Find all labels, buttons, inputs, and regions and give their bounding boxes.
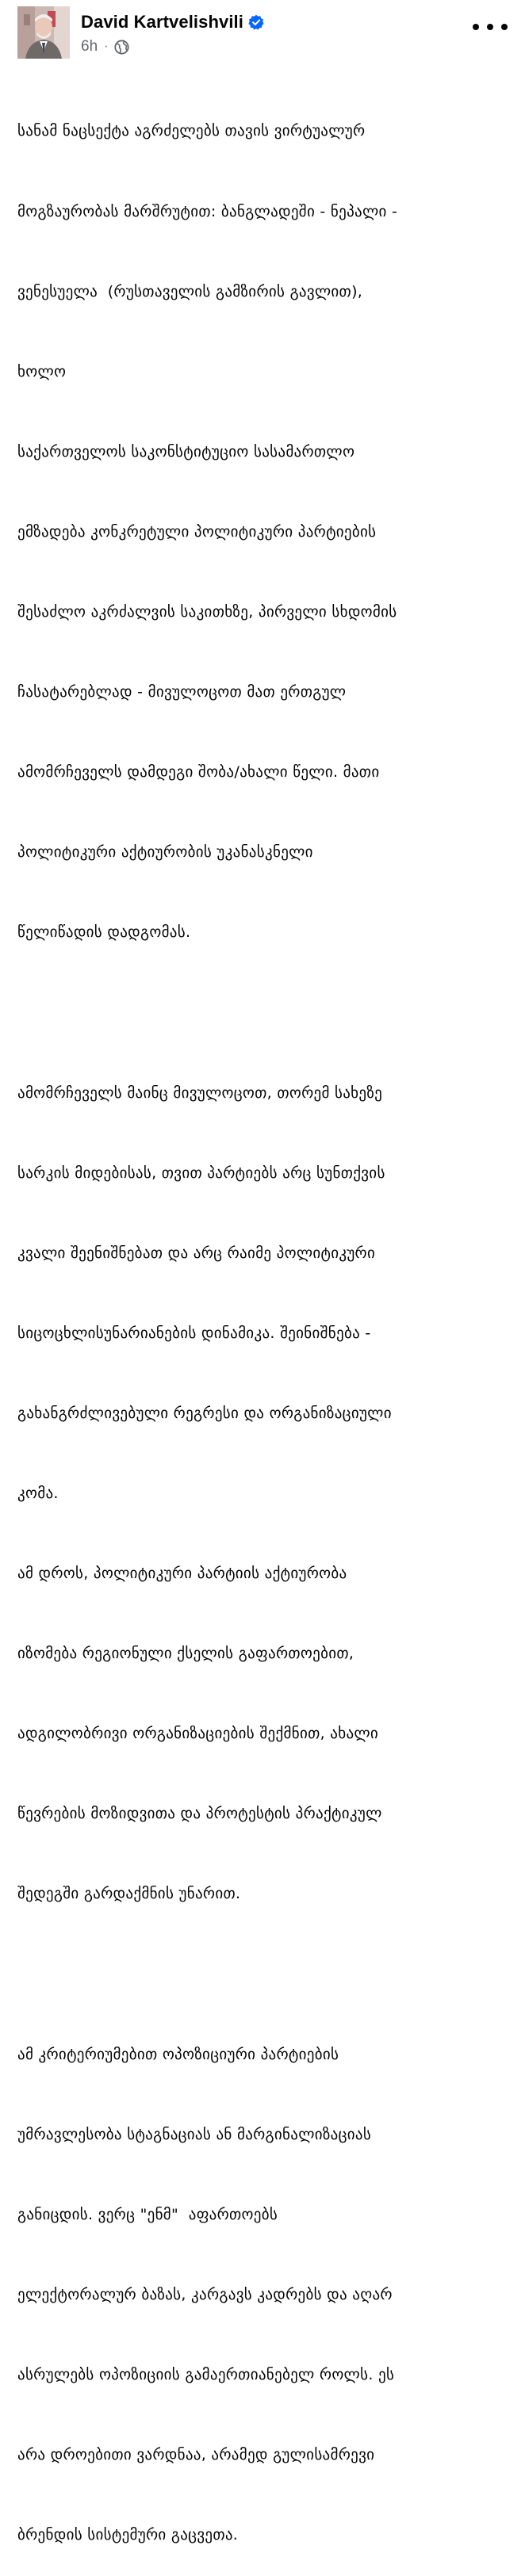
post-text-line: განიცდის. ვერც "ენმ" აფართოებს bbox=[17, 2205, 278, 2223]
post-text-line: უმრავლესობა სტაგნაციას ან მარგინალიზაციას bbox=[17, 2125, 372, 2143]
post-text-line bbox=[17, 999, 512, 1026]
post-text-line: ჩასატარებლად - მივულოცოთ მათ ერთგულ bbox=[17, 683, 347, 701]
post-text-line: შედეგში გარდაქმნის უნარით. bbox=[17, 1885, 241, 1903]
post-text-line: ხოლო bbox=[17, 362, 67, 380]
post-text-line: შესაძლო აკრძალვის საკითხზე, პირველი სხდომის bbox=[17, 602, 397, 621]
post-text-line: ემზადება კონკრეტული პოლიტიკური პარტიების bbox=[17, 522, 377, 541]
post-text-line: სარკის მიდებისას, თვით პარტიებს არც სუნთქვის bbox=[17, 1164, 385, 1182]
more-options-icon[interactable] bbox=[473, 17, 508, 36]
post-text bbox=[17, 65, 512, 2576]
post-text-line: ასრულებს ოპოზიციის გამაერთიანებელ როლს. ეს bbox=[17, 2366, 395, 2384]
post-text-line: ელექტორალურ ბაზას, კარგავს კადრებს და აღარ bbox=[17, 2285, 393, 2303]
post-text-line: ამ კრიტერიუმებით ოპოზიციური პარტიების bbox=[17, 2045, 339, 2063]
post-text-line: ამომრჩეველს დამდეგი შობა/ახალი წელი. მათი bbox=[17, 763, 380, 782]
post-text-line: კომა. bbox=[17, 1485, 59, 1502]
post-text-line: ბრენდის სისტემური გაცვეთა. bbox=[17, 2526, 239, 2544]
post-text-line: კვალი შეენიშნებათ და არც რაიმე პოლიტიკური bbox=[17, 1244, 376, 1262]
author-block bbox=[81, 10, 264, 57]
more-dot bbox=[473, 24, 479, 30]
author-row bbox=[81, 10, 264, 35]
more-dot bbox=[501, 24, 508, 30]
post-text-line: სიცოცხლისუნარიანების დინამიკა. შეინიშნება - bbox=[17, 1324, 371, 1342]
post-text-line: იზომება რეგიონული ქსელის გაფართოებით, bbox=[17, 1645, 354, 1663]
post-text-line: წელიწადის დადგომას. bbox=[17, 923, 191, 942]
author-avatar[interactable] bbox=[17, 6, 70, 59]
author-name[interactable]: David Kartvelishvili bbox=[81, 12, 243, 32]
post-text-line: ამ დროს, პოლიტიკური პარტიის აქტიურობა bbox=[17, 1565, 347, 1583]
post-text-line: ადგილობრივი ორგანიზაციების შექმნით, ახალი bbox=[17, 1725, 379, 1743]
more-dot bbox=[487, 24, 493, 30]
post-text-line: პოლიტიკური აქტიურობის უკანასკნელი bbox=[17, 843, 313, 862]
post-meta bbox=[81, 36, 264, 57]
post-text-line: ამომრჩეველს მაინც მივულოცოთ, თორემ სახეზე bbox=[17, 1084, 383, 1102]
post-time[interactable]: 6h bbox=[81, 38, 98, 55]
verified-badge-icon bbox=[248, 14, 264, 30]
post-text-line: არა დროებითი ვარდნაა, არამედ გულისამრევი bbox=[17, 2446, 375, 2464]
post-text-line: მოგზაურობას მარშრუტით: ბანგლადეში - ნეპალი - bbox=[17, 202, 398, 220]
post-text-line bbox=[17, 1962, 512, 1989]
post-header bbox=[17, 6, 508, 60]
meta-separator: · bbox=[104, 40, 109, 53]
post-text-line: სანამ ნაცსექტა აგრძელებს თავის ვირტუალურ bbox=[17, 122, 366, 140]
post-text-line: გახანგრძლივებული რეგრესი და ორგანიზაციული bbox=[17, 1404, 392, 1422]
post-text-line: საქართველოს საკონსტიტუციო სასამართლო bbox=[17, 442, 355, 461]
avatar-photo bbox=[17, 6, 70, 59]
globe-icon bbox=[114, 40, 129, 55]
post-text-line: წევრების მოზიდვითა და პროტესტის პრაქტიკულ bbox=[17, 1805, 382, 1823]
post-text-line: ვენესუელა (რუსთაველის გამზირის გავლით), bbox=[17, 282, 363, 300]
